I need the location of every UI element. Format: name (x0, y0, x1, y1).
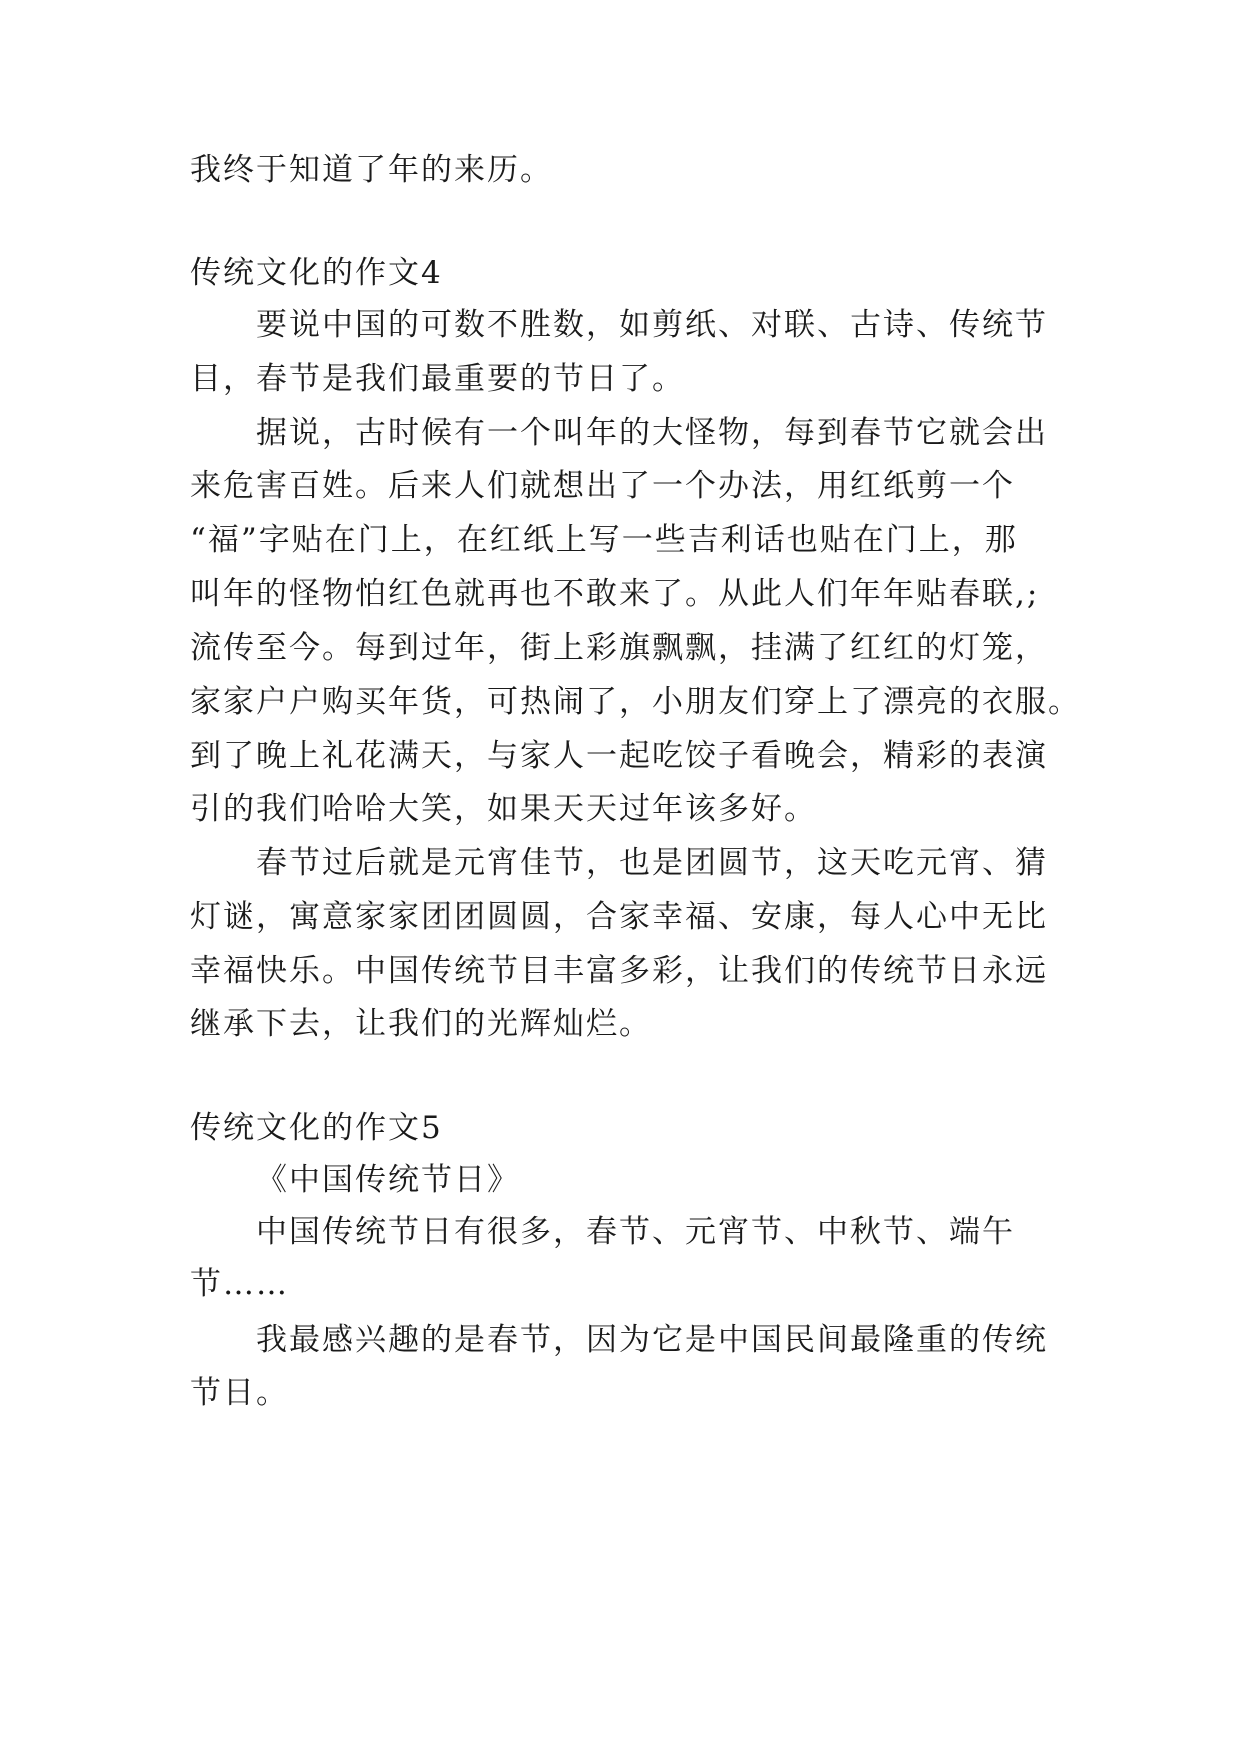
section-heading: 传统文化的作文4 (190, 255, 443, 291)
paragraph-line: 到了晚上礼花满天，与家人一起吃饺子看晚会，精彩的表演 (190, 738, 1048, 774)
paragraph-line: 节日。 (190, 1375, 289, 1411)
paragraph-line: 叫年的怪物怕红色就再也不敢来了。从此人们年年贴春联,; (190, 576, 1040, 612)
section-heading: 传统文化的作文5 (190, 1110, 443, 1146)
paragraph-line: 幸福快乐。中国传统节目丰富多彩，让我们的传统节日永远 (190, 953, 1048, 989)
paragraph-line: “福”字贴在门上，在红纸上写一些吉利话也贴在门上，那 (190, 522, 1018, 558)
paragraph-line: 我终于知道了年的来历。 (190, 152, 553, 188)
paragraph-line: 据说，古时候有一个叫年的大怪物，每到春节它就会出 (256, 415, 1048, 451)
paragraph-line: 目，春节是我们最重要的节日了。 (190, 361, 685, 397)
paragraph-line: 引的我们哈哈大笑，如果天天过年该多好。 (190, 791, 817, 827)
paragraph-line: 来危害百姓。后来人们就想出了一个办法，用红纸剪一个 (190, 468, 1015, 504)
paragraph-line: 灯谜，寓意家家团团圆圆，合家幸福、安康，每人心中无比 (190, 899, 1048, 935)
paragraph-line: 流传至今。每到过年，街上彩旗飘飘，挂满了红红的灯笼， (190, 630, 1048, 666)
paragraph-line: 要说中国的可数不胜数，如剪纸、对联、古诗、传统节 (256, 307, 1048, 343)
paragraph-line: 春节过后就是元宵佳节，也是团圆节，这天吃元宵、猜 (256, 845, 1048, 881)
paragraph-line: 节…… (190, 1266, 289, 1302)
paragraph-line: 中国传统节日有很多，春节、元宵节、中秋节、端午 (256, 1214, 1015, 1250)
paragraph-line: 继承下去，让我们的光辉灿烂。 (190, 1006, 652, 1042)
paragraph-line: 家家户户购买年货，可热闹了，小朋友们穿上了漂亮的衣服。 (190, 684, 1081, 720)
essay-title: 《中国传统节日》 (256, 1162, 520, 1198)
paragraph-line: 我最感兴趣的是春节，因为它是中国民间最隆重的传统 (256, 1322, 1048, 1358)
